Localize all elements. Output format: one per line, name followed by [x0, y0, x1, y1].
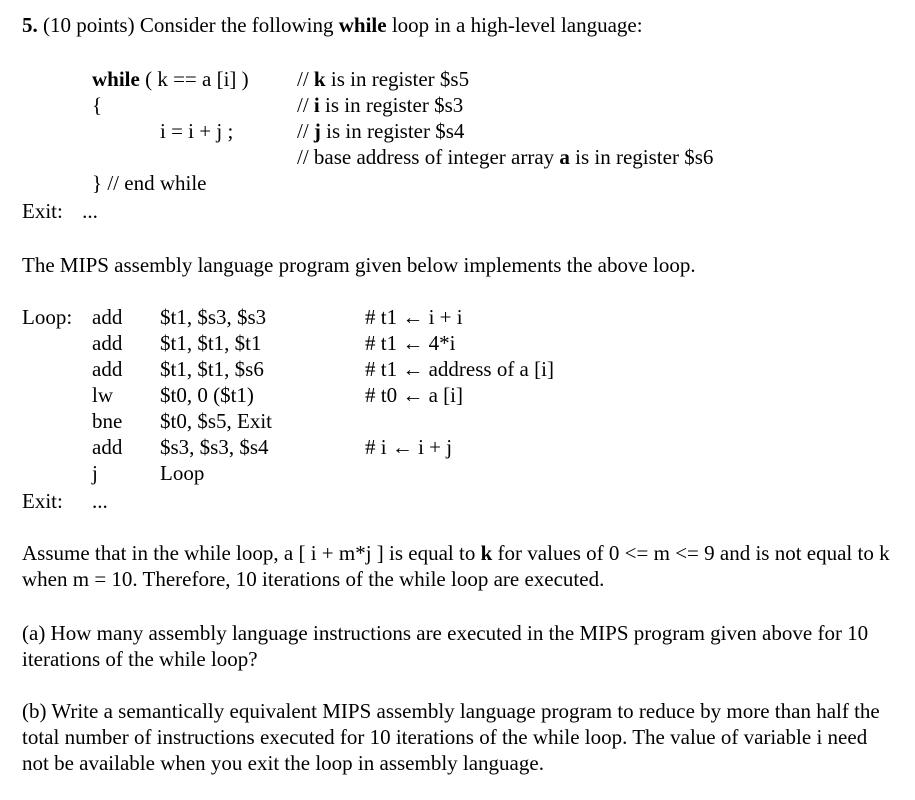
comment-suffix: is in register $s5	[325, 67, 470, 91]
hl-comment-a	[297, 144, 713, 170]
mips-comment-3: # t0 ← a [i]	[365, 383, 463, 407]
mips-args-6: Loop	[160, 461, 205, 485]
assumption-text-end: for values of 0 <= m <= 9 and is not equal to k when m = 10. Therefore, 10 iterations of the while loop are executed.	[22, 541, 890, 591]
hl-open-brace: {	[92, 93, 103, 117]
mips-op-2: add	[92, 357, 123, 381]
mips-loop-label: Loop:	[22, 305, 73, 329]
mips-exit-ellipsis: ...	[92, 489, 108, 513]
mips-exit-label: Exit:	[22, 489, 63, 513]
comment-suffix: is in register $s3	[319, 93, 464, 117]
mips-args-1: $t1, $t1, $t1	[160, 331, 262, 355]
mips-args-3: $t0, 0 ($t1)	[160, 383, 254, 407]
mips-args-0: $t1, $s3, $s3	[160, 305, 267, 329]
comment-variable: a	[559, 145, 570, 169]
hl-while-condition: ( k == a [i] )	[139, 67, 249, 91]
comment-suffix: is in register $s6	[569, 145, 714, 169]
question-intro-start: (10 points) Consider the following	[43, 13, 339, 37]
mips-op-6: j	[92, 461, 98, 485]
hl-comment-k	[297, 66, 469, 92]
mips-comment-5: # i ← i + j	[365, 435, 453, 459]
question-intro-end: loop in a high-level language:	[386, 13, 643, 37]
comment-prefix: //	[297, 67, 314, 91]
mips-comment-2: # t1 ← address of a [i]	[365, 357, 554, 381]
comment-prefix: //	[297, 93, 314, 117]
mips-op-5: add	[92, 435, 123, 459]
part-b-question: (b) Write a semantically equivalent MIPS assembly language program to reduce by more than half the total number of instructions executed for 10 iterations of the while loop. The value of variable i need not be available when you exit the loop in assembly language.	[22, 699, 880, 775]
hl-exit-ellipsis: ...	[82, 199, 98, 223]
mips-args-4: $t0, $s5, Exit	[160, 409, 273, 433]
mips-comment-0: # t1 ← i + i	[365, 305, 463, 329]
mips-comment-1: # t1 ← 4*i	[365, 331, 456, 355]
part-a-question: (a) How many assembly language instructions are executed in the MIPS program given above for 10 iterations of the while loop?	[22, 621, 869, 671]
assumption-keyword: k	[480, 541, 493, 565]
comment-variable: j	[313, 119, 321, 143]
question-header	[22, 12, 643, 38]
comment-prefix: //	[297, 119, 314, 143]
hl-exit-label: Exit:	[22, 199, 63, 223]
mips-op-3: lw	[92, 383, 113, 407]
comment-prefix: // base address of integer array	[297, 145, 560, 169]
assumption-paragraph	[22, 540, 894, 592]
hl-while-line	[92, 66, 249, 92]
hl-while-keyword: while	[92, 67, 140, 91]
hl-comment-j	[297, 118, 464, 144]
comment-suffix: is in register $s4	[320, 119, 465, 143]
mips-op-1: add	[92, 331, 123, 355]
hl-close-brace: } // end while	[92, 171, 207, 195]
mips-intro: The MIPS assembly language program given below implements the above loop.	[22, 253, 696, 277]
mips-args-2: $t1, $t1, $s6	[160, 357, 264, 381]
comment-variable: k	[313, 67, 326, 91]
hl-comment-i	[297, 92, 463, 118]
question-intro-keyword: while	[338, 13, 387, 37]
assumption-text-start: Assume that in the while loop, a [ i + m*j ] is equal to	[22, 541, 481, 565]
hl-exit-line	[22, 198, 98, 224]
comment-variable: i	[313, 93, 320, 117]
mips-op-4: bne	[92, 409, 123, 433]
question-number: 5.	[22, 13, 38, 37]
hl-loop-body: i = i + j ;	[160, 119, 234, 143]
mips-op-0: add	[92, 305, 123, 329]
mips-args-5: $s3, $s3, $s4	[160, 435, 269, 459]
